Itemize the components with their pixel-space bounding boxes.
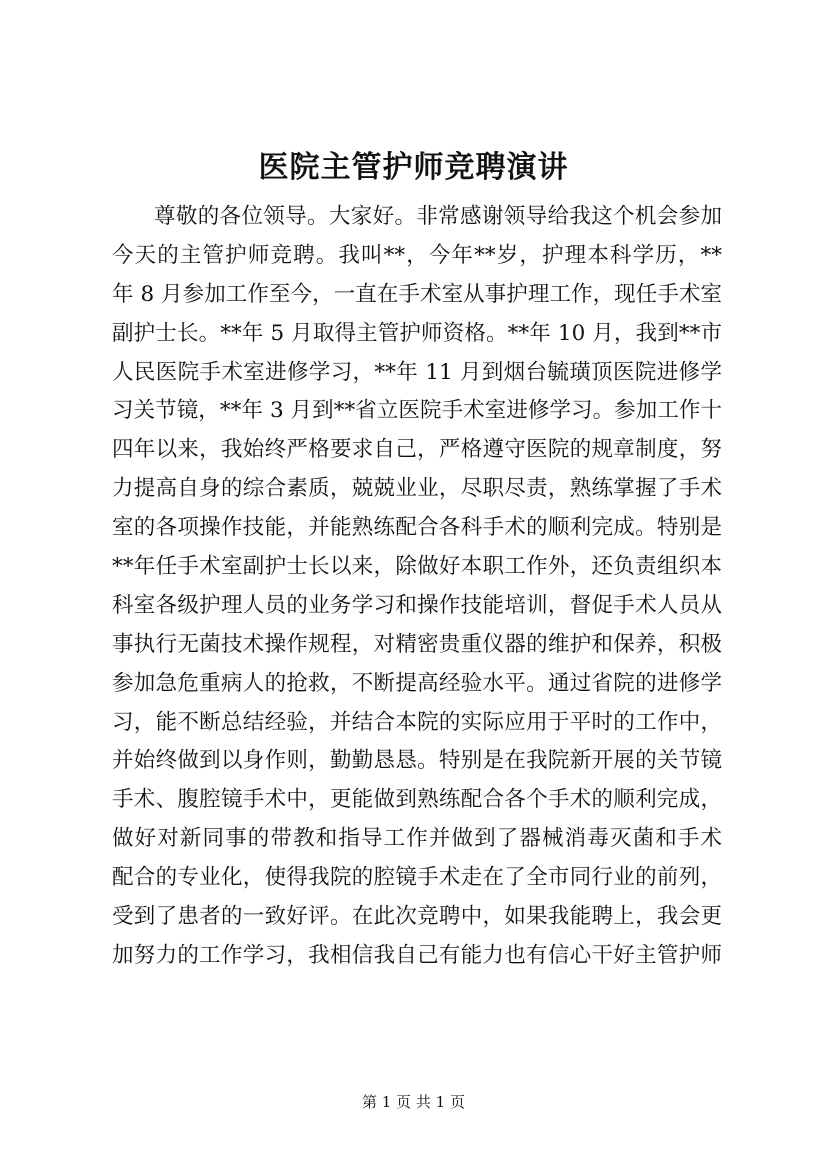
body-line: **年任手术室副护士长以来，除做好本职工作外，还负责组织本	[112, 554, 722, 580]
body-line: 年 8 月参加工作至今，一直在手术室从事护理工作，现任手术室	[112, 281, 722, 307]
body-line: 做好对新同事的带教和指导工作并做到了器械消毒灭菌和手术	[112, 826, 722, 852]
page-footer: 第 1 页 共 1 页	[362, 1093, 465, 1111]
body-line: 人民医院手术室进修学习，**年 11 月到烟台毓璜顶医院进修学	[112, 359, 722, 385]
document-title: 医院主管护师竞聘演讲	[258, 150, 569, 185]
body-line: 受到了患者的一致好评。在此次竞聘中，如果我能聘上，我会更	[112, 904, 722, 930]
body-line: 习，能不断总结经验，并结合本院的实际应用于平时的工作中，	[112, 709, 722, 735]
body-line: 习关节镜，**年 3 月到**省立医院手术室进修学习。参加工作十	[112, 398, 722, 424]
body-line: 科室各级护理人员的业务学习和操作技能培训，督促手术人员从	[112, 592, 722, 618]
body-line: 手术、腹腔镜手术中，更能做到熟练配合各个手术的顺利完成，	[112, 787, 722, 813]
body-line: 尊敬的各位领导。大家好。非常感谢领导给我这个机会参加	[154, 204, 722, 229]
body-line: 室的各项操作技能，并能熟练配合各科手术的顺利完成。特别是	[112, 515, 722, 541]
body-line: 今天的主管护师竞聘。我叫**，今年**岁，护理本科学历，**	[112, 242, 722, 268]
body-line: 加努力的工作学习，我相信我自己有能力也有信心干好主管护师	[112, 942, 722, 968]
body-line: 并始终做到以身作则，勤勤恳恳。特别是在我院新开展的关节镜	[112, 748, 722, 774]
body-line: 配合的专业化，使得我院的腔镜手术走在了全市同行业的前列，	[112, 865, 722, 891]
body-line: 事执行无菌技术操作规程，对精密贵重仪器的维护和保养，积极	[112, 631, 722, 657]
body-line: 参加急危重病人的抢救，不断提高经验水平。通过省院的进修学	[112, 670, 722, 696]
document-body	[112, 198, 722, 976]
body-line: 力提高自身的综合素质，兢兢业业，尽职尽责，熟练掌握了手术	[112, 476, 722, 502]
body-line: 副护士长。**年 5 月取得主管护师资格。**年 10 月，我到**市	[112, 320, 722, 346]
body-line: 四年以来，我始终严格要求自己，严格遵守医院的规章制度，努	[112, 437, 722, 463]
